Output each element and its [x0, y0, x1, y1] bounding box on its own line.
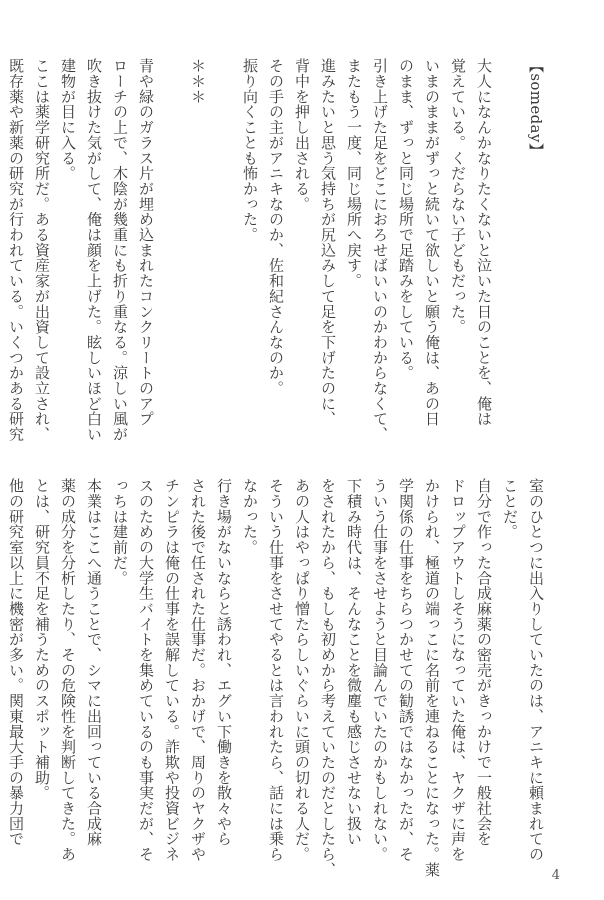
text-line: かけられ、極道の端っこに名前を連ねることになった。薬 [423, 478, 441, 878]
text-line: ことだ。 [501, 478, 519, 540]
text-line: スのための大学生バイトを集めているのも事実だが、そ [137, 478, 155, 862]
bottom-text-block [7, 478, 549, 878]
text-line: 自分で作った合成麻薬の密売がきっかけで一般社会を [475, 478, 493, 847]
text-line: 吹き抜けた気がして、俺は顔を上げた。眩しいほど白い [85, 58, 103, 442]
text-line: 振り向くことも怖かった。 [241, 58, 259, 243]
text-line: チンピラは俺の仕事を誤解している。詐欺や投資ビジネ [163, 478, 181, 862]
text-line: 他の研究室以上に機密が多い。関東最大手の暴力団で [7, 478, 25, 847]
blank-line [497, 58, 523, 448]
text-line: 建物が目に入る。 [59, 58, 77, 181]
text-line: ローチの上で、木陰が幾重にも折り重なる。涼しい風が [111, 58, 129, 442]
top-text-block [7, 58, 549, 448]
text-line: っちは建前だ。 [111, 478, 129, 586]
text-line: その手の主がアニキなのか、佐和紀さんなのか。 [267, 58, 285, 396]
text-line: をされたから、もしも初めから考えていたのだとしたら、 [319, 478, 337, 878]
blank-line [159, 58, 185, 448]
text-line: なかった。 [241, 478, 259, 555]
text-line: とは、研究員不足を補うためのスポット補助。 [33, 478, 51, 801]
text-line: ドロップアウトしそうになっていた俺は、ヤクザに声を [449, 478, 467, 862]
text-line: ここは薬学研究所だ。ある資産家が出資して設立され、 [33, 58, 51, 442]
text-line: 薬の成分を分析したり、その危険性を判断してきた。あ [59, 478, 77, 862]
text-line: 背中を押し出される。 [293, 58, 311, 212]
text-line: あの人はやっぱり憎たらしいぐらいに頭の切れる人だ。 [293, 478, 311, 862]
text-line: いまのままがずっと続いて欲しいと願う俺は、あの日 [423, 58, 441, 427]
text-line: 引き上げた足をどこにおろせばいいのかわからなくて、 [371, 58, 389, 442]
text-line: 大人になんかなりたくないと泣いた日のことを、俺は [475, 58, 493, 427]
text-line: 本業はここへ通うことで、シマに出回っている合成麻 [85, 478, 103, 847]
text-line: またもう一度、同じ場所へ戻す。 [345, 58, 363, 289]
text-line: 下積み時代は、そんなことを微塵も感じさせない扱い [345, 478, 363, 847]
text-line: 行き場がないならと誘われ、エグい下働きを散々やら [215, 478, 233, 847]
page-number: 4 [551, 868, 560, 883]
text-line: 覚えている。くだらない子どもだった。 [449, 58, 467, 335]
text-line: 進みたいと思う気持ちが尻込みして足を下げたのに、 [319, 58, 337, 427]
text-line: 室のひとつに出入りしていたのは、アニキに頼まれての [527, 478, 545, 862]
text-line: 既存薬や新薬の研究が行われている。いくつかある研究 [7, 58, 25, 442]
text-line: された後で任された仕事だ。おかげで、周りのヤクザや [189, 478, 207, 862]
text-line: のまま、ずっと同じ場所で足踏みをしている。 [397, 58, 415, 381]
text-line: 学関係の仕事をちらつかせての勧誘ではなかったが、そ [397, 478, 415, 862]
text-line: そういう仕事をさせてやるとは言われたら、話には乗ら [267, 478, 285, 862]
text-line: ういう仕事をさせようと目論んでいたのかもしれない。 [371, 478, 389, 862]
text-line: ＊＊＊ [189, 58, 207, 105]
text-line: 【someday】 [527, 58, 545, 158]
blank-line [211, 58, 237, 448]
text-line: 青や緑のガラス片が埋め込まれたコンクリートのアプ [137, 58, 155, 427]
